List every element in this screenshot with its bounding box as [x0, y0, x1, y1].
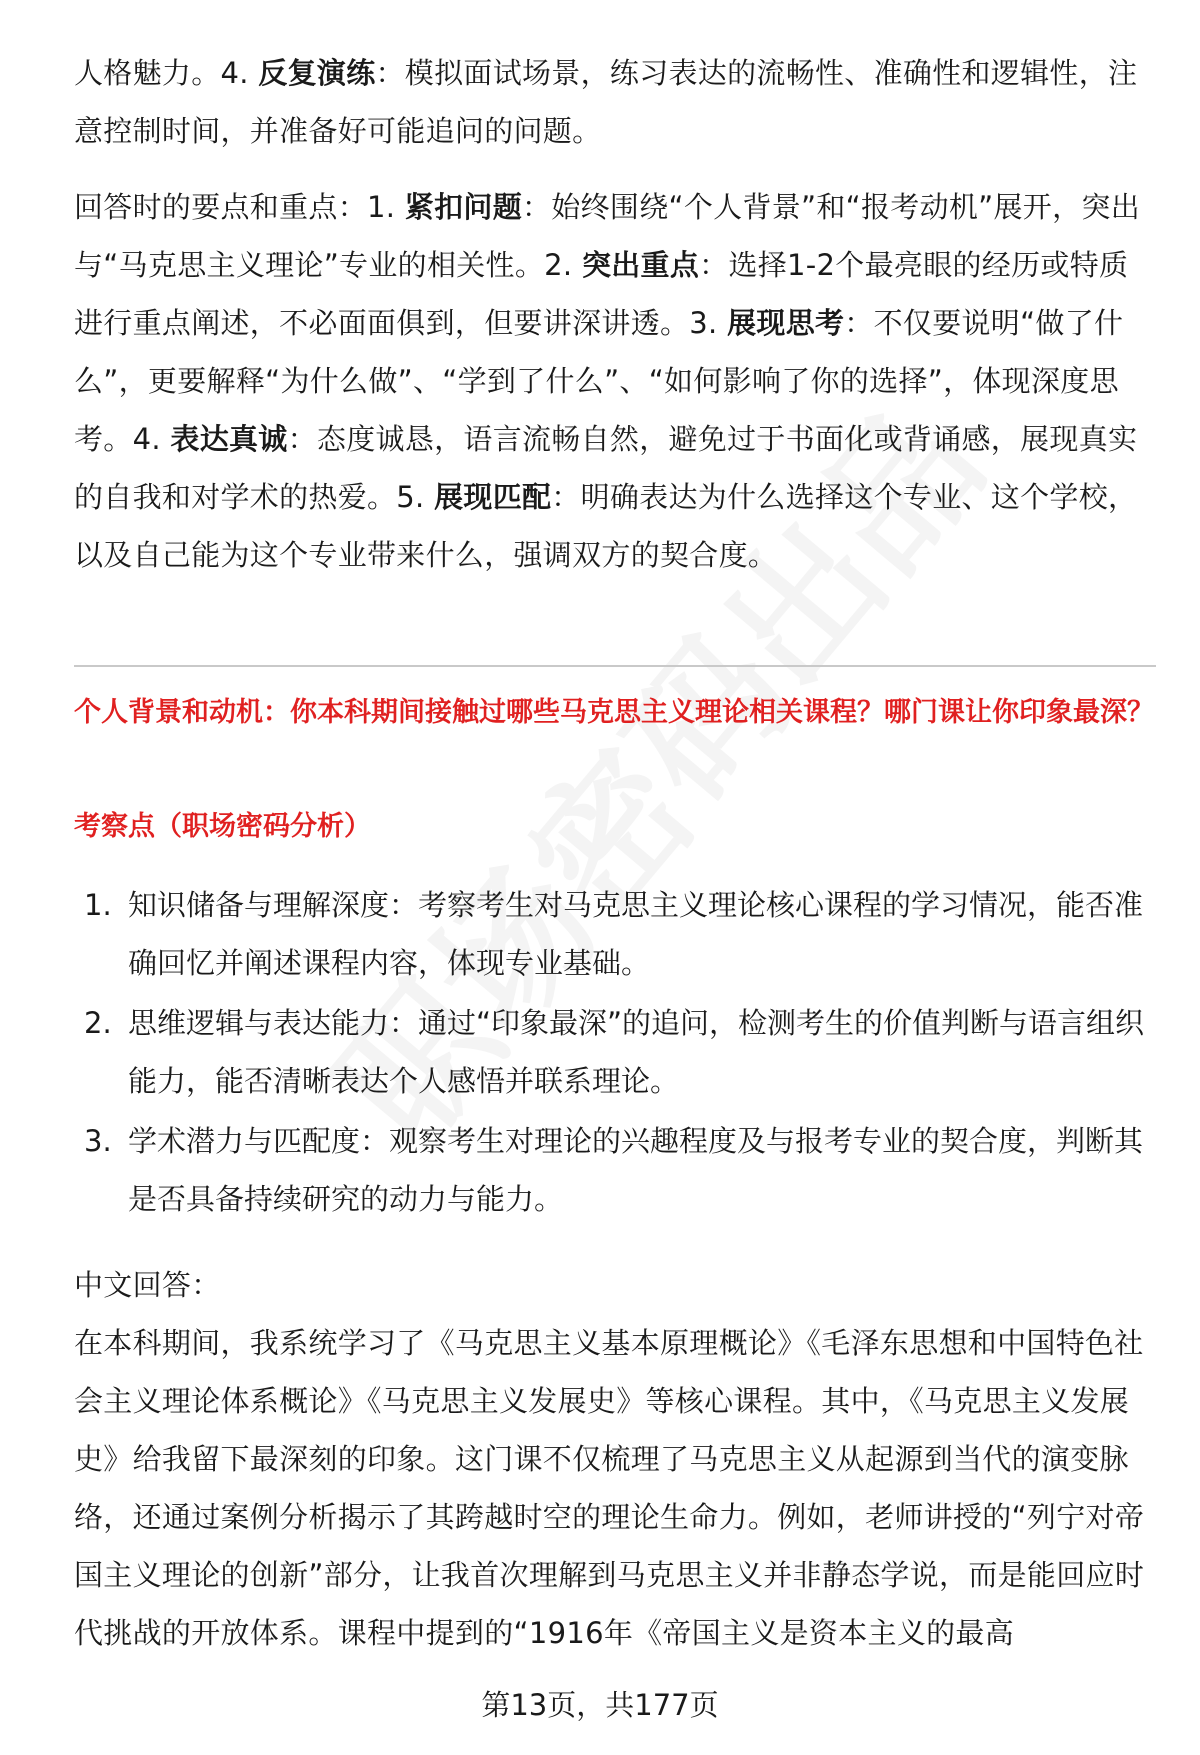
list-item [74, 1112, 1156, 1228]
bold-keyword: 反复演练 [258, 56, 376, 90]
question-heading: 个人背景和动机：你本科期间接触过哪些马克思主义理论相关课程？哪门课让你印象最深？ [74, 697, 1154, 728]
list-item [74, 876, 1156, 992]
bold-keyword: 展现思考 [727, 306, 845, 340]
bold-keyword: 紧扣问题 [404, 190, 522, 224]
paragraph-key-points [74, 178, 1156, 584]
text-run: ：选择1-2个最亮眼的经历或特质进行重点阐述，不必面面俱到，但要讲深讲透。3. [74, 248, 1129, 340]
answer-label: 中文回答： [74, 1268, 221, 1302]
text-run: ：不仅要说明“做了什么”，更要解释“为什么做”、“学到了什么”、“如何影响了你的选择”，体现深度思考。4. [74, 306, 1124, 456]
bold-keyword: 展现匹配 [434, 480, 552, 514]
paragraph-practice [74, 44, 1156, 160]
list-item-text: 知识储备与理解深度：考察考生对马克思主义理论核心课程的学习情况，能否准确回忆并阐述课程内容，体现专业基础。 [128, 888, 1144, 980]
text-run: 人格魅力。4. [74, 56, 259, 90]
bold-keyword: 突出重点 [581, 248, 700, 282]
text-run: ：模拟面试场景，练习表达的流畅性、准确性和逻辑性，注意控制时间，并准备好可能追问的问题。 [74, 56, 1138, 148]
page-number: 第13页，共177页 [481, 1688, 719, 1722]
text-run: ：始终围绕“个人背景”和“报考动机”展开，突出与“马克思主义理论”专业的相关性。2. [74, 190, 1140, 282]
list-number: 2. [84, 1006, 112, 1040]
list-item-text: 思维逻辑与表达能力：通过“印象最深”的追问，检测考生的价值判断与语言组织能力，能否清晰表达个人感悟并联系理论。 [128, 1006, 1145, 1098]
exam-points-heading: 考察点（职场密码分析） [74, 811, 371, 842]
list-item [74, 994, 1156, 1110]
list-number: 3. [84, 1124, 112, 1158]
text-run: ：明确表达为什么选择这个专业、这个学校，以及自己能为这个专业带来什么，强调双方的契合度。 [74, 480, 1138, 572]
answer-paragraph: 在本科期间，我系统学习了《马克思主义基本原理概论》《毛泽东思想和中国特色社会主义理论体系概论》《马克思主义发展史》等核心课程。其中，《马克思主义发展史》给我留下最深刻的印象。这门课不仅梳理了马克思主义从起源到当代的演变脉络，还通过案例分析揭示了其跨越时空的理论生命力。例如，老师讲授的“列宁对帝国主义理论的创新”部分，让我首次理解到马克思主义并非静态学说，而是能回应时代挑战的开放体系。课程中提到的“1916年《帝国主义是资本主义的最高 [74, 1326, 1145, 1650]
text-run: ：态度诚恳，语言流畅自然，避免过于书面化或背诵感，展现真实的自我和对学术的热爱。5. [74, 422, 1138, 514]
list-item-text: 学术潜力与匹配度：观察考生对理论的兴趣程度及与报考专业的契合度，判断其是否具备持续研究的动力与能力。 [128, 1124, 1144, 1216]
list-number: 1. [84, 888, 112, 922]
exam-points-list [74, 876, 1156, 1230]
section-divider [74, 665, 1156, 667]
text-run: 回答时的要点和重点：1. [74, 190, 405, 224]
bold-keyword: 表达真诚 [170, 422, 288, 456]
